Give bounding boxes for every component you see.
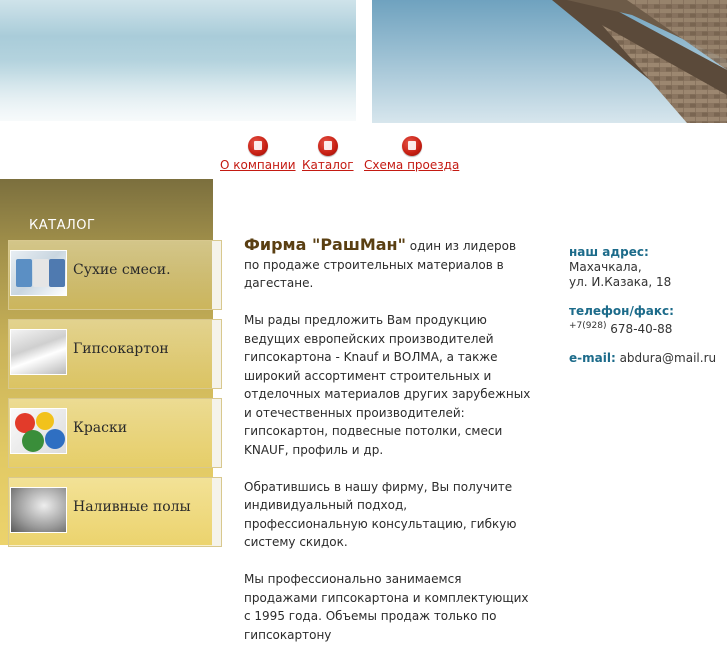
nav-map[interactable] <box>364 136 459 172</box>
nav-about[interactable] <box>220 136 296 172</box>
nav-about-label[interactable]: О компании <box>220 158 296 172</box>
catalog-item-label[interactable]: Наливные полы <box>73 499 191 515</box>
address-label: наш адрес: <box>569 245 649 259</box>
catalog-item-label[interactable]: Сухие смеси. <box>73 262 171 278</box>
paints-image[interactable] <box>10 408 67 454</box>
intro-text: один из лидеров по продаже строительных материалов в дагестане. <box>244 239 517 290</box>
email-label: e-mail: <box>569 351 616 365</box>
floors-image[interactable] <box>10 487 67 533</box>
header-banner <box>0 0 727 123</box>
nav-catalog-label[interactable]: Каталог <box>302 158 354 172</box>
catalog-sidebar <box>0 179 213 545</box>
catalog-item-label[interactable]: Гипсокартон <box>73 341 169 357</box>
drywall-image[interactable] <box>10 329 67 375</box>
nav-catalog[interactable] <box>302 136 354 172</box>
catalog-item-floors[interactable] <box>8 477 222 547</box>
roof-image <box>372 0 727 123</box>
main-content <box>244 236 534 663</box>
page-title: Фирма "РашМан" <box>244 235 406 254</box>
phone-label: телефон/факс: <box>569 304 674 318</box>
sidebar-title: КАТАЛОГ <box>29 218 96 233</box>
book-icon[interactable] <box>248 136 268 156</box>
paragraph: Мы профессионально занимаемся продажами гипсокартона и комплектующих с 1995 года. Объемы продаж только по гипсокартону <box>244 572 529 642</box>
nav-map-label[interactable]: Схема проезда <box>364 158 460 172</box>
catalog-item-drywall[interactable] <box>8 319 222 389</box>
paragraph: Мы рады предложить Вам продукцию ведущих европейских производителей гипсокартона - Knauf и ВОЛМА, а также широкий ассортимент строительных и отделочных материалов других зарубежных и отечественных производителей: гипсокартон, подвесные потолки, смеси KNAUF, профиль и др. <box>244 313 531 457</box>
address-street: ул. И.Казака, 18 <box>569 275 672 289</box>
book-icon[interactable] <box>318 136 338 156</box>
sky-image <box>0 0 356 121</box>
catalog-item-paints[interactable] <box>8 398 222 468</box>
catalog-item-label[interactable]: Краски <box>73 420 128 436</box>
email-value[interactable]: abdura@mail.ru <box>615 351 717 365</box>
book-icon[interactable] <box>402 136 422 156</box>
address-city: Махачкала, <box>569 260 642 274</box>
phone-number: 678-40-88 <box>606 322 673 336</box>
contacts-panel <box>569 245 727 380</box>
catalog-item-dry-mixes[interactable] <box>8 240 222 310</box>
intro-paragraph <box>244 236 534 293</box>
dry-mixes-image[interactable] <box>10 250 67 296</box>
phone-code: +7(928) <box>569 321 607 331</box>
paragraph: Обратившись в нашу фирму, Вы получите индивидуальный подход, профессиональную консультацию, гибкую систему скидок. <box>244 479 517 549</box>
